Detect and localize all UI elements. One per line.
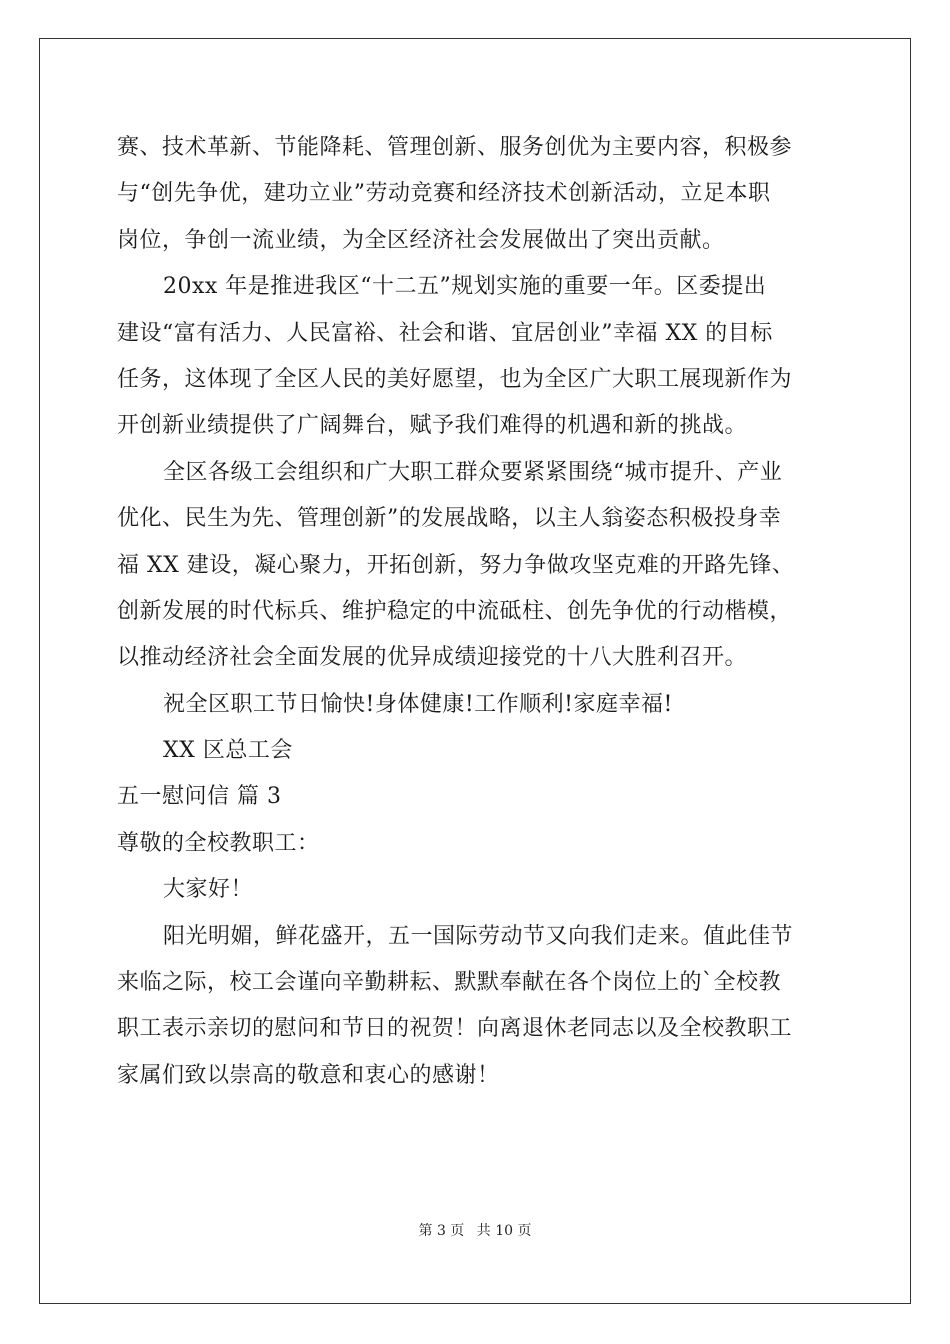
paragraph-start: 阳光明媚，鲜花盛开，五一国际劳动节又向我们走来。值此佳节: [163, 923, 794, 949]
greeting-line: 祝全区职工节日愉快!身体健康!工作顺利!家庭幸福!: [163, 691, 673, 717]
text-line: 开创新业绩提供了广阔舞台，赋予我们难得的机遇和新的挑战。: [117, 413, 748, 439]
paragraph-start: 全区各级工会组织和广大职工群众要紧紧围绕“城市提升、产业: [163, 459, 783, 485]
text-line: 家属们致以崇高的敬意和衷心的感谢！: [117, 1062, 500, 1088]
page-number: 第 3 页: [418, 1223, 465, 1239]
text-line: 建设“富有活力、人民富裕、社会和谐、宜居创业”幸福 XX 的目标: [117, 320, 773, 346]
text-line: 创新发展的时代标兵、维护稳定的中流砥柱、创先争优的行动楷模，: [117, 598, 793, 624]
text-line: 岗位，争创一流业绩，为全区经济社会发展做出了突出贡献。: [117, 227, 725, 253]
text-line: 优化、民生为先、管理创新”的发展战略，以主人翁姿态积极投身幸: [117, 506, 782, 532]
text-line: 赛、技术革新、节能降耗、管理创新、服务创优为主要内容，积极参: [117, 135, 793, 160]
text-line: 来临之际，校工会谨向辛勤耕耘、默默奉献在各个岗位上的`全校教: [117, 970, 782, 996]
text-line: 任务，这体现了全区人民的美好愿望，也为全区广大职工展现新作为: [117, 366, 793, 392]
signature-line: XX 区总工会: [163, 738, 293, 764]
page-total: 共 10 页: [476, 1223, 532, 1239]
text-line: 以推动经济社会全面发展的优异成绩迎接党的十八大胜利召开。: [117, 645, 748, 671]
text-line: 与“创先争优，建功立业”劳动竞赛和经济技术创新活动，立足本职: [117, 181, 771, 207]
hello-line: 大家好！: [163, 877, 254, 903]
document-body: [117, 125, 837, 1099]
section-heading: 五一慰问信 篇 3: [117, 784, 282, 810]
text-line: 职工表示亲切的慰问和节日的祝贺！向离退休老同志以及全校教职工: [117, 1016, 793, 1042]
paragraph-start: 20xx 年是推进我区“十二五”规划实施的重要一年。区委提出: [163, 274, 767, 300]
text-line: 福 XX 建设，凝心聚力，开拓创新，努力争做攻坚克难的开路先锋、: [117, 552, 795, 578]
page-footer: [0, 1220, 950, 1240]
salutation: 尊敬的全校教职工：: [117, 830, 320, 856]
